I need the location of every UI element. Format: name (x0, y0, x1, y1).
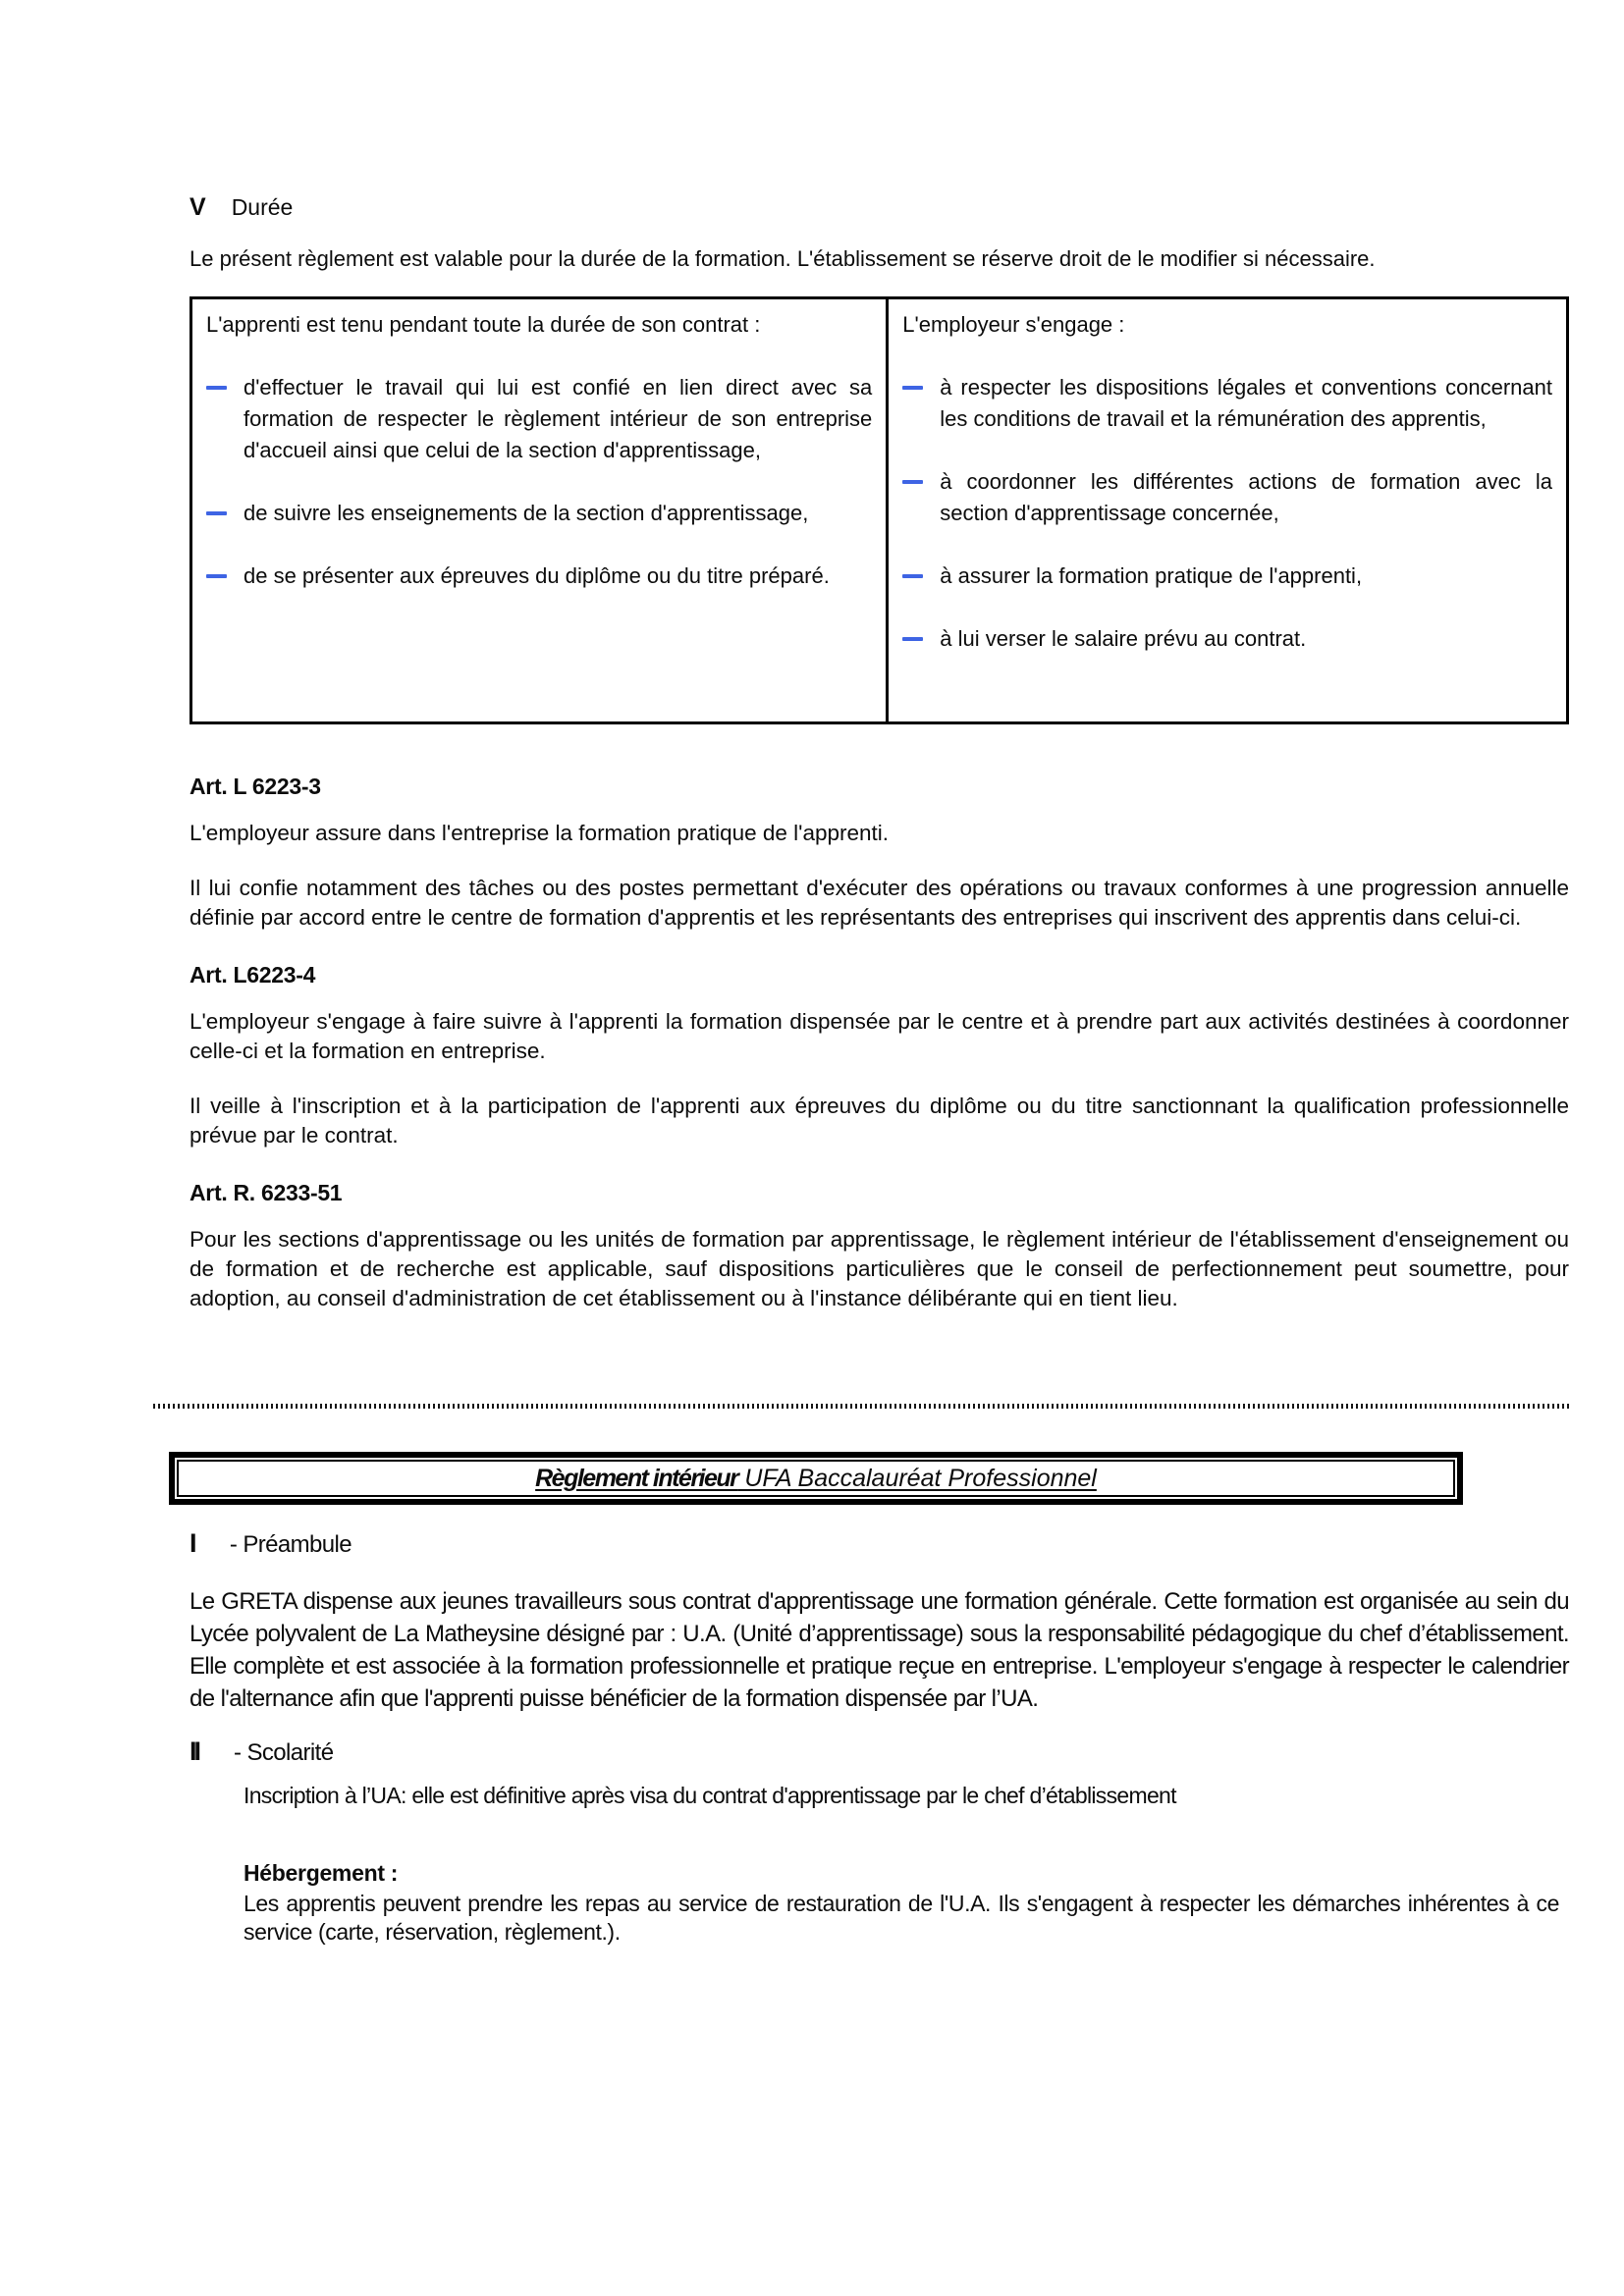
list-item (189, 1782, 1569, 1810)
list-item-text: de se présenter aux épreuves du diplôme ou du titre préparé. (244, 563, 830, 588)
list-item-text: à respecter les dispositions légales et conventions concernant les conditions de travail et la rémunération des apprentis, (940, 375, 1552, 431)
list-item-text (244, 1859, 1569, 1947)
employer-column (889, 299, 1566, 721)
list-item-text: à lui verser le salaire prévu au contrat. (940, 626, 1307, 651)
apprentice-column (192, 299, 889, 721)
rules-title-box-inner (177, 1460, 1455, 1497)
scolarite-number: II (189, 1736, 199, 1766)
article-title: Art. L 6223-3 (189, 774, 321, 799)
dash-bullet-icon (902, 372, 940, 435)
obligations-table (189, 296, 1569, 724)
list-item-text: à coordonner les différentes actions de formation avec la section d'apprentissage concernée, (940, 469, 1552, 525)
dash-bullet-icon (902, 623, 940, 655)
list-item-text: à assurer la formation pratique de l'apprenti, (940, 563, 1363, 588)
list-item (206, 561, 872, 592)
section-v-number: V (189, 193, 206, 221)
preambule-number: I (189, 1528, 196, 1558)
circle-bullet-icon (189, 1782, 244, 1810)
apprentice-column-header: L'apprenti est tenu pendant toute la durée de son contrat : (206, 312, 761, 337)
dash-bullet-icon (206, 561, 244, 592)
list-item (206, 372, 872, 466)
article-paragraph: L'employeur s'engage à faire suivre à l'apprenti la formation dispensée par le centre et à prendre part aux activités destinées à coordonner celle-ci et la formation en entreprise. (189, 1009, 1569, 1063)
dash-bullet-icon (206, 498, 244, 529)
list-item-text: de suivre les enseignements de la section d'apprentissage, (244, 501, 809, 525)
list-item (902, 623, 1552, 655)
article-paragraph: L'employeur assure dans l'entreprise la formation pratique de l'apprenti. (189, 821, 890, 845)
hebergement-title: Hébergement : (244, 1860, 399, 1886)
section-v-intro: Le présent règlement est valable pour la durée de la formation. L'établissement se réserve droit de le modifier si nécessaire. (189, 246, 1376, 271)
preambule-label: - Préambule (229, 1531, 352, 1558)
article-title: Art. R. 6233-51 (189, 1180, 343, 1205)
dotted-divider (153, 1404, 1569, 1409)
dash-bullet-icon (902, 561, 940, 592)
list-item (206, 498, 872, 529)
rules-title-box (169, 1452, 1463, 1505)
list-item-text: d'effectuer le travail qui lui est confié en lien direct avec sa formation de respecter le règlement intérieur de son entreprise d'accueil ainsi que celui de la section d'apprentissage, (244, 375, 873, 462)
list-item (902, 466, 1552, 529)
list-item-text (244, 1782, 1569, 1810)
employer-column-header: L'employeur s'engage : (902, 312, 1125, 337)
article-paragraph: Il veille à l'inscription et à la participation de l'apprenti aux épreuves du diplôme ou du titre sanctionnant la qualification professionnelle prévue par le contrat. (189, 1094, 1569, 1148)
list-item (189, 1859, 1569, 1947)
list-item (902, 372, 1552, 435)
preambule-paragraph: Le GRETA dispense aux jeunes travailleurs sous contrat d'apprentissage une formation générale. Cette formation est organisée au sein du Lycée polyvalent de La Matheysine désigné par : U.A. (Unité d’apprentissage) sous la responsabilité pédagogique du chef d’établissement. Elle complète et est associée à la formation professionnelle et pratique reçue en entreprise. L'employeur s'engage à respecter le calendrier de l'alternance afin que l'apprenti puisse bénéficier de la formation dispensée par l’UA. (189, 1588, 1569, 1712)
hebergement-text: Les apprentis peuvent prendre les repas au service de restauration de l'U.A. Ils s'engagent à respecter les démarches inhérentes à ce service (carte, réservation, règlement.). (244, 1891, 1559, 1945)
dash-bullet-icon (902, 466, 940, 529)
rules-title-rest: UFA Baccalauréat Professionnel (737, 1465, 1097, 1492)
article-paragraph: Il lui confie notamment des tâches ou des postes permettant d'exécuter des opérations ou travaux conformes à une progression annuelle définie par accord entre le centre de formation d'apprentis et les représentants des entreprises qui inscrivent des apprentis dans celui-ci. (189, 876, 1569, 930)
scolarite-heading (189, 1736, 1569, 1768)
article-paragraph: Pour les sections d'apprentissage ou les unités de formation par apprentissage, le règlement intérieur de l'établissement d'enseignement ou de formation et de recherche est applicable, sauf dispositions particulières que le conseil de perfectionnement peut soumettre, pour adoption, au conseil d'administration de cet établissement ou à l'instance délibérante qui en tient lieu. (189, 1227, 1569, 1310)
scolarite-label: - Scolarité (234, 1739, 334, 1766)
section-v-heading (189, 192, 1569, 222)
circle-bullet-icon (189, 1859, 244, 1947)
preambule-heading (189, 1528, 1569, 1560)
rules-title-emphasis: Règlement intérieur (535, 1465, 738, 1492)
rules-title (535, 1465, 1097, 1492)
list-item (902, 561, 1552, 592)
dash-bullet-icon (206, 372, 244, 466)
article-title: Art. L6223-4 (189, 962, 316, 988)
section-v-title: Durée (231, 194, 294, 220)
inscription-text: Inscription à l’UA: elle est définitive après visa du contrat d'apprentissage par le chef d’établissement (244, 1783, 1176, 1808)
